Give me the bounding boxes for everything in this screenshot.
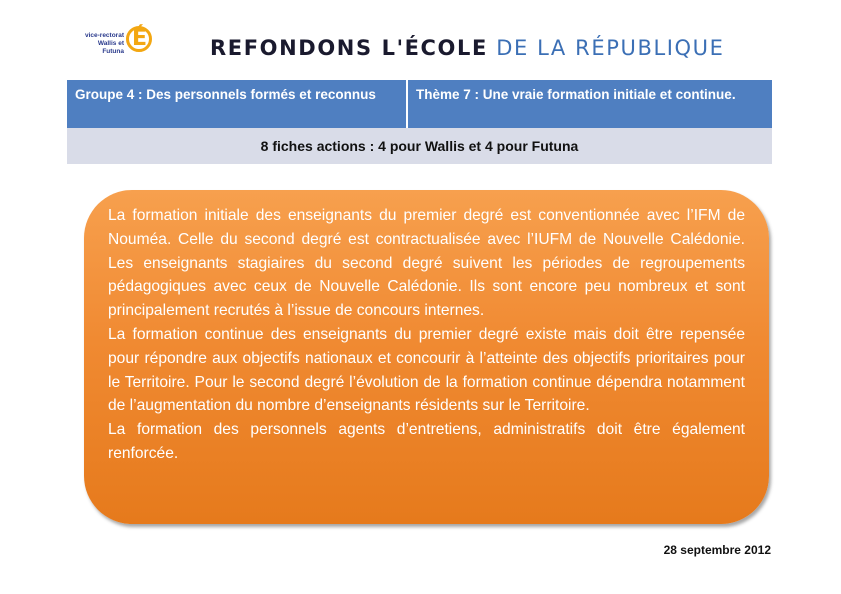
document-date: 28 septembre 2012	[663, 543, 771, 557]
title-part-1: REFONDONS L'ÉCOLE	[210, 36, 488, 60]
theme-cell: Thème 7 : Une vraie formation initiale et continue.	[408, 80, 772, 128]
vice-rectorat-logo	[78, 22, 158, 68]
paragraph-continuing-training: La formation continue des enseignants du premier degré existe mais doit être repensée pour répondre aux objectifs nationaux et concourir à l’atteinte des objectifs prioritaires pour le Territoire. Pour le second degré l’évolution de la formation continue dépendra notamment de l’augmentation du nombre d’enseignants résidents sur le Territoire.	[108, 325, 745, 415]
logo-line-1: vice-rectorat	[84, 32, 124, 39]
logo-text	[78, 32, 124, 56]
header-table-row	[67, 80, 772, 128]
logo-letter: É	[132, 26, 148, 51]
title-part-2: DE LA RÉPUBLIQUE	[496, 36, 725, 60]
paragraph-initial-training: La formation initiale des enseignants du premier degré est conventionnée avec l’IFM de Nouméa. Celle du second degré est contractualisée avec l’IUFM de Nouvelle Calédonie. Les enseignants stagiaires du second degré suivent les périodes de regroupements pédagogiques avec ceux de Nouvelle Calédonie. Ils sont encore peu nombreux et sont principalement recrutés à l’issue de concours internes.	[108, 207, 745, 320]
actions-subtitle: 8 fiches actions : 4 pour Wallis et 4 pour Futuna	[67, 128, 772, 164]
panel-text	[108, 204, 745, 466]
group-cell: Groupe 4 : Des personnels formés et reconnus	[67, 80, 408, 128]
paragraph-staff-training: La formation des personnels agents d’entretiens, administratifs doit être également renforcée.	[108, 421, 745, 462]
logo-line-2: Wallis et Futuna	[97, 40, 124, 55]
page-title	[210, 36, 725, 60]
